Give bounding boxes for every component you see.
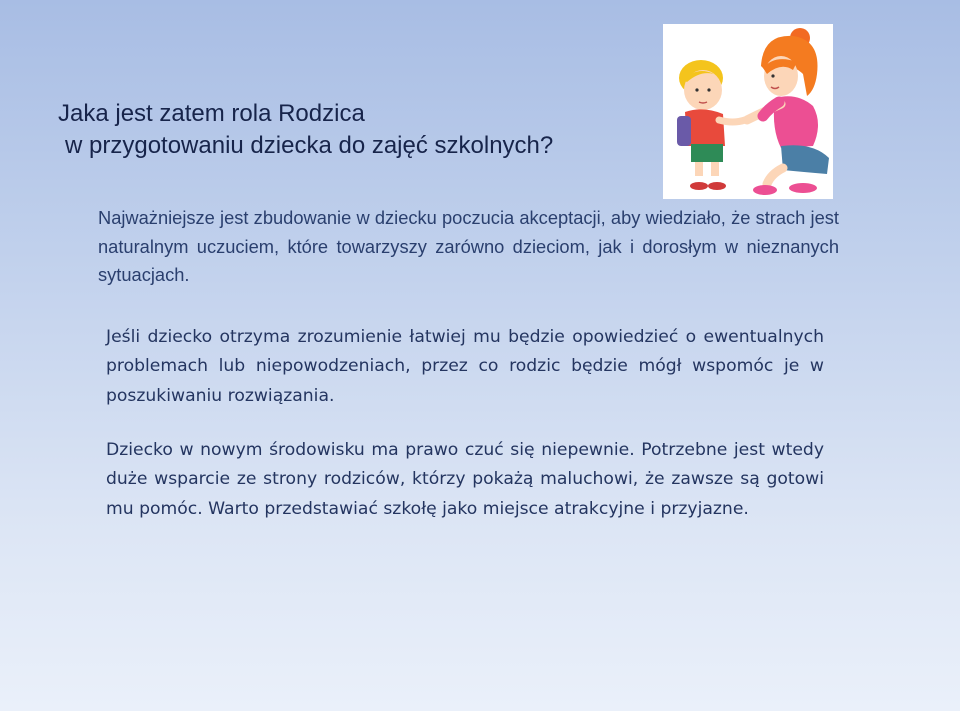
title-line-1: Jaka jest zatem rola Rodzica bbox=[58, 100, 365, 127]
paragraph-support: Dziecko w nowym środowisku ma prawo czuć się niepewnie. Potrzebne jest wtedy duże wsparcie ze strony rodziców, którzy pokażą maluchowi, że zawsze są gotowi mu pomóc. Warto przedstawiać szkołę jako miejsce atrakcyjne i przyjazne. bbox=[106, 440, 824, 519]
mother-helping-child-illustration bbox=[663, 24, 833, 199]
title-line-2: w przygotowaniu dziecka do zajęć szkolnych? bbox=[65, 132, 554, 159]
paragraph-acceptance: Najważniejsze jest zbudowanie w dziecku poczucia akceptacji, aby wiedziało, że strach jest naturalnym uczuciem, które towarzyszy zarówno dzieciom, jak i dorosłym w nieznanych sytuacjach. bbox=[98, 207, 839, 285]
slide-title bbox=[58, 98, 658, 162]
paragraph-understanding: Jeśli dziecko otrzyma zrozumienie łatwiej mu będzie opowiedzieć o ewentualnych problemach lub niepowodzeniach, przez co rodzic będzie mógł wspomóc je w poszukiwaniu rozwiązania. bbox=[106, 327, 824, 406]
